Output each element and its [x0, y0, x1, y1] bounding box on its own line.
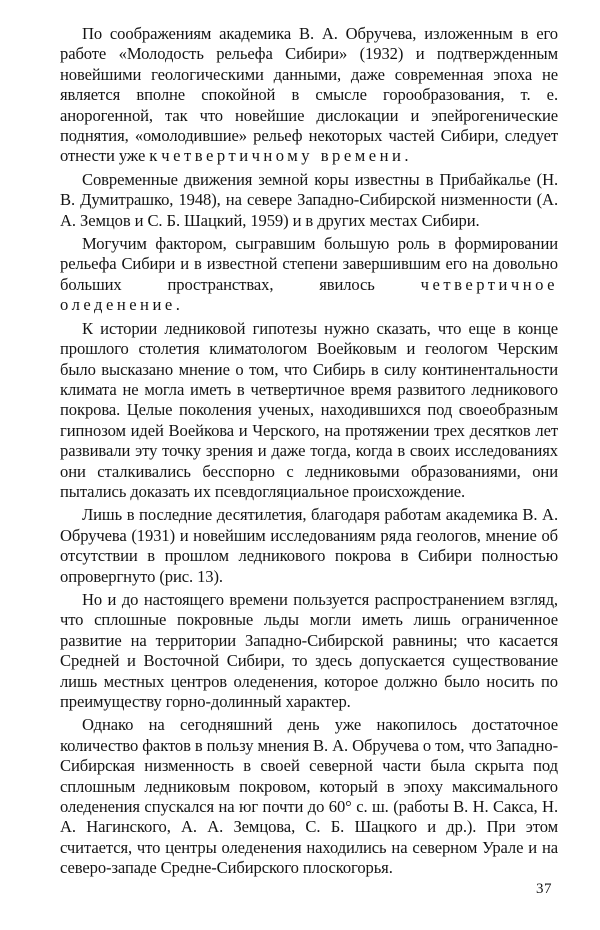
paragraph-text: Однако на сегодняшний день уже накопилось достаточное количество фактов в пользу мнения В. А. Обручева о том, что Западно-Сибирская низменность в своей северной части была скрыта под сплошным ледниковым покровом, который в эпоху максимального оледенения спускался на юг почти до 60° с. ш. (работы В. Н. Сакса, Н. А. Нагинского, А. А. Земцова, С. Б. Шацкого и др.). При этом считается, что центры оледенения находились на северном Урале и на северо-западе Средне-Сибирского плоскогорья.: [60, 715, 558, 878]
paragraph-text: По соображениям академика В. А. Обручева, изложенным в его работе «Молодость рельефа Сибири» (1932) и подтвержденным новейшими геологическими данными, даже современная эпоха не является вполне спокойной в смысле горообразования, т. е. анорогенной, так что новейшие дислокации и эпейрогенические поднятия, «омолодившие» рельеф некоторых частей Сибири, следует отнести уже к: [60, 24, 558, 166]
paragraph-crust-movements: [60, 170, 558, 231]
paragraph-text: Лишь в последние десятилетия, благодаря работам академика В. А. Обручева (1931) и новейшим исследованиям ряда геологов, мнение об отсутствии в прошлом ледникового покрова в Сибири полностью опровергнуто (рис. 13).: [60, 505, 558, 586]
page-number: 37: [536, 881, 552, 897]
book-page: [60, 24, 558, 904]
paragraph-neotectonics: [60, 24, 558, 167]
paragraph-text: К истории ледниковой гипотезы нужно сказать, что еще в конце прошлого столетия климатологом Воейковым и геологом Черским было высказано мнение о том, что Сибирь в силу континентальности климата не могла иметь в четвертичное время развитого ледникового покрова. Целые поколения ученых, находившихся под своеобразным гипнозом идей Воейкова и Черского, на протяжении трех десятков лет развивали эту точку зрения и даже тогда, когда в своих исследованиях они сталкивались бесспорно с ледниковыми образованиями, они пытались доказать их псевдогляциальное происхождение.: [60, 318, 558, 501]
emphasized-term: четвертичное оледенение: [60, 274, 558, 315]
paragraph-text: Современные движения земной коры известны в Прибайкалье (Н. В. Думитрашко, 1948), на севере Западно-Сибирской низменности (А. А. Земцов и С. Б. Шацкий, 1959) и в других местах Сибири.: [60, 169, 558, 230]
paragraph-glaciation-factor: [60, 234, 558, 316]
paragraph-obruchev-refutation: [60, 505, 558, 587]
emphasized-term: четвертичному времени: [161, 146, 405, 166]
paragraph-text: .: [404, 146, 409, 166]
paragraph-text: Но и до настоящего времени пользуется распространением взгляд, что сплошные покровные льды могли иметь лишь ограниченное развитие на территории Западно-Сибирской равнины; что касается Средней и Восточной Сибири, то здесь допускается существование лишь местных центров оледенения, которое должно было носить по преимуществу горно-долинный характер.: [60, 589, 558, 711]
paragraph-glacial-hypothesis-history: [60, 319, 558, 503]
paragraph-text: .: [175, 295, 180, 315]
paragraph-limited-ice-sheet-view: [60, 590, 558, 712]
paragraph-text: Могучим фактором, сыгравшим большую роль в формировании рельефа Сибири и в известной степени завершившим его на довольно больших пространствах, явилось: [60, 234, 558, 294]
paragraph-current-evidence: [60, 715, 558, 878]
